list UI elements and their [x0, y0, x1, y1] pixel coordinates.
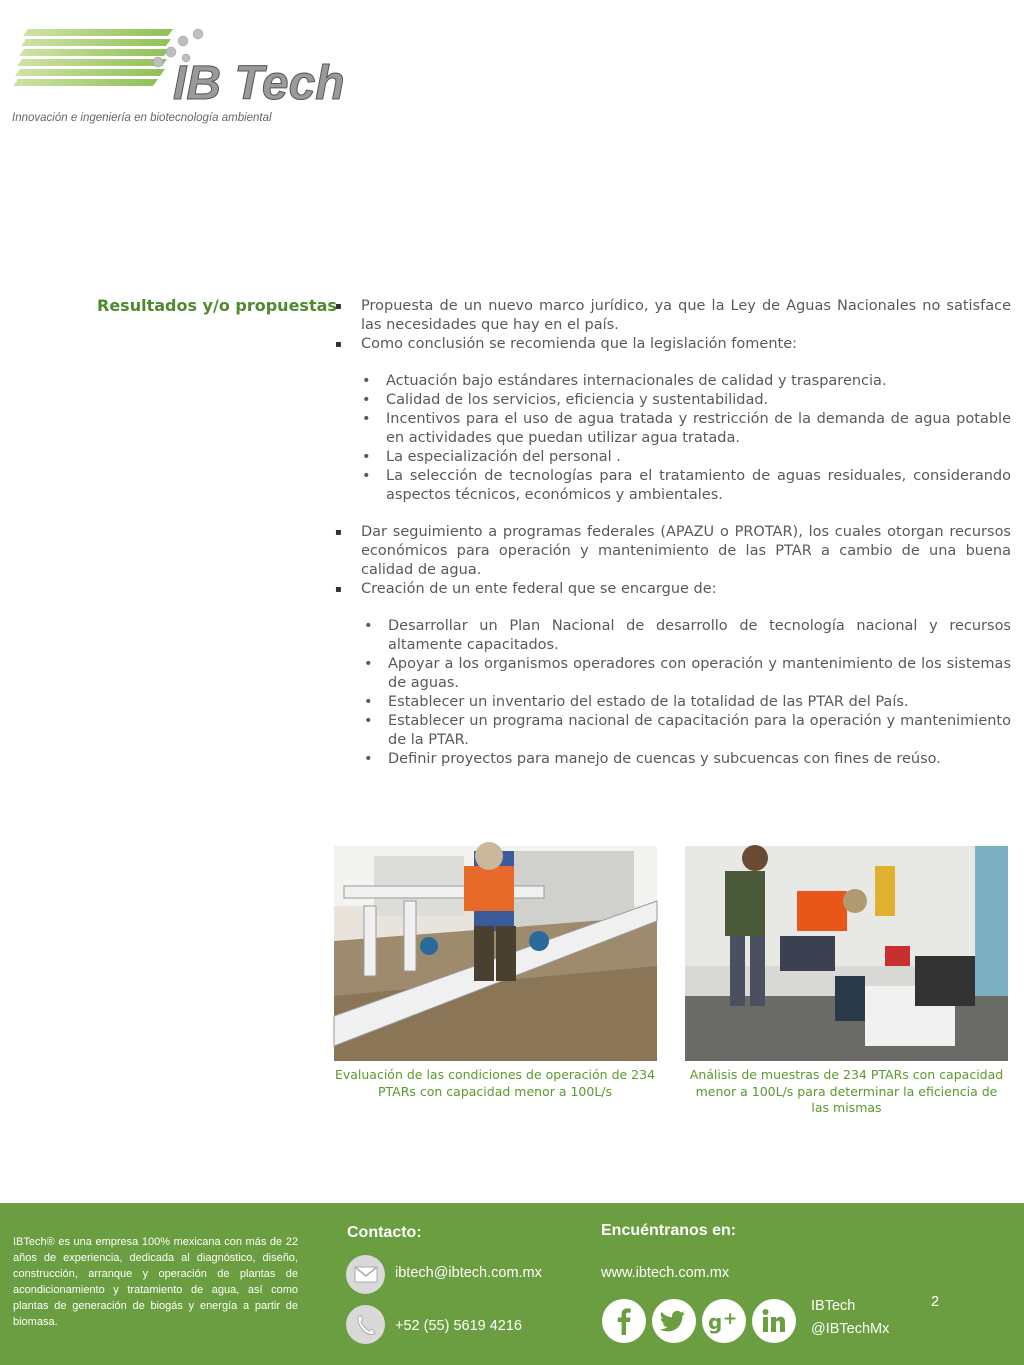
list-item: ▪ Creación de un ente federal que se encargue de: — [335, 581, 717, 597]
ibtech-logo — [8, 14, 345, 110]
sub-list-item: • Establecer un programa nacional de capacitación para la operación y mantenimiento de la PTAR. — [364, 713, 1011, 748]
bullet-icon: • — [364, 751, 373, 767]
website-link[interactable]: www.ibtech.com.mx — [601, 1265, 730, 1281]
sub-list-item: • Incentivos para el uso de agua tratada y restricción de la demanda de agua potable en actividades que puedan utilizar agua tratada. — [362, 411, 1011, 446]
bullet-icon: • — [362, 449, 371, 465]
sub-list-item: • Establecer un inventario del estado de la totalidad de las PTAR del País. — [364, 694, 909, 710]
bullet-icon: • — [362, 411, 371, 427]
square-bullet-icon: ▪ — [335, 301, 342, 312]
tagline: Innovación e ingeniería en biotecnología ambiental — [12, 112, 272, 124]
svg-text:+: + — [723, 1309, 738, 1329]
photo-caption-2: Análisis de muestras de 234 PTARs con capacidad menor a 100L/s para determinar la eficiencia de las mismas — [689, 1067, 1004, 1115]
square-bullet-icon: ▪ — [335, 584, 342, 595]
sample-analysis-photo — [685, 846, 1008, 1061]
social-handle-name: IBTech — [811, 1298, 856, 1314]
bullet-icon: • — [364, 656, 373, 672]
sub-list-item: • Actuación bajo estándares internacionales de calidad y trasparencia. — [362, 373, 887, 389]
bullet-icon: • — [362, 373, 371, 389]
sub-list-item: • La especialización del personal . — [362, 449, 621, 465]
bullet-icon: • — [364, 618, 373, 634]
sub-list-item: • Desarrollar un Plan Nacional de desarrollo de tecnología nacional y recursos altamente capacitados. — [364, 618, 1011, 653]
contact-heading: Contacto: — [347, 1224, 422, 1241]
square-bullet-icon: ▪ — [335, 527, 342, 538]
legislation-sublist — [360, 372, 1011, 505]
facebook-icon[interactable] — [602, 1299, 646, 1343]
pipeline-evaluation-photo — [334, 846, 657, 1061]
company-description: IBTech® es una empresa 100% mexicana con más de 22 años de experiencia, dedicada al diagnóstico, diseño, construcción, arranque y operación de plantas de acondicionamiento y tratamiento de agua, así como plantas de generación de biogás y energía a partir de biomasa. — [13, 1236, 298, 1328]
email-link[interactable]: ibtech@ibtech.com.mx — [395, 1265, 542, 1281]
square-bullet-icon: ▪ — [335, 339, 342, 350]
social-handle-twitter: @IBTechMx — [811, 1321, 890, 1337]
list-item: ▪ Como conclusión se recomienda que la legislación fomente: — [335, 336, 798, 352]
photo-caption-1: Evaluación de las condiciones de operación de 234 PTARs con capacidad menor a 100L/s — [334, 1067, 656, 1099]
list-item: ▪ Dar seguimiento a programas federales (APAZU o PROTAR), los cuales otorgan recursos económicos para operación y mantenimiento de las PTAR a cambio de una buena calidad de agua. — [335, 524, 1011, 578]
sub-list-item: • Calidad de los servicios, eficiencia y sustentabilidad. — [362, 392, 769, 408]
federal-entity-sublist — [362, 617, 1011, 769]
bullet-icon: • — [364, 694, 373, 710]
twitter-icon[interactable] — [652, 1299, 696, 1343]
phone-icon — [346, 1305, 385, 1344]
sub-list-item: • La selección de tecnologías para el tratamiento de aguas residuales, considerando aspectos técnicos, económicos y ambientales. — [362, 468, 1011, 503]
google-plus-icon[interactable] — [702, 1299, 746, 1343]
results-content — [333, 297, 1011, 769]
svg-text:g: g — [708, 1310, 723, 1334]
page-number: 2 — [931, 1294, 940, 1310]
linkedin-icon[interactable] — [752, 1299, 796, 1343]
footer — [0, 1203, 1024, 1365]
find-us-heading: Encuéntranos en: — [601, 1222, 737, 1239]
sub-list-item: • Apoyar a los organismos operadores con operación y mantenimiento de los sistemas de aguas. — [364, 656, 1011, 691]
phone-number: +52 (55) 5619 4216 — [395, 1318, 522, 1334]
bullet-icon: • — [364, 713, 373, 729]
svg-text:IB Tech: IB Tech — [173, 57, 345, 110]
bullet-icon: • — [362, 468, 371, 484]
section-title: Resultados y/o propuestas — [97, 296, 337, 315]
list-item: ▪ Propuesta de un nuevo marco jurídico, ya que la Ley de Aguas Nacionales no satisface las necesidades que hay en el país. — [335, 298, 1011, 333]
sub-list-item: • Definir proyectos para manejo de cuencas y subcuencas con fines de reúso. — [364, 751, 941, 767]
mail-icon — [346, 1255, 385, 1294]
bullet-icon: • — [362, 392, 371, 408]
